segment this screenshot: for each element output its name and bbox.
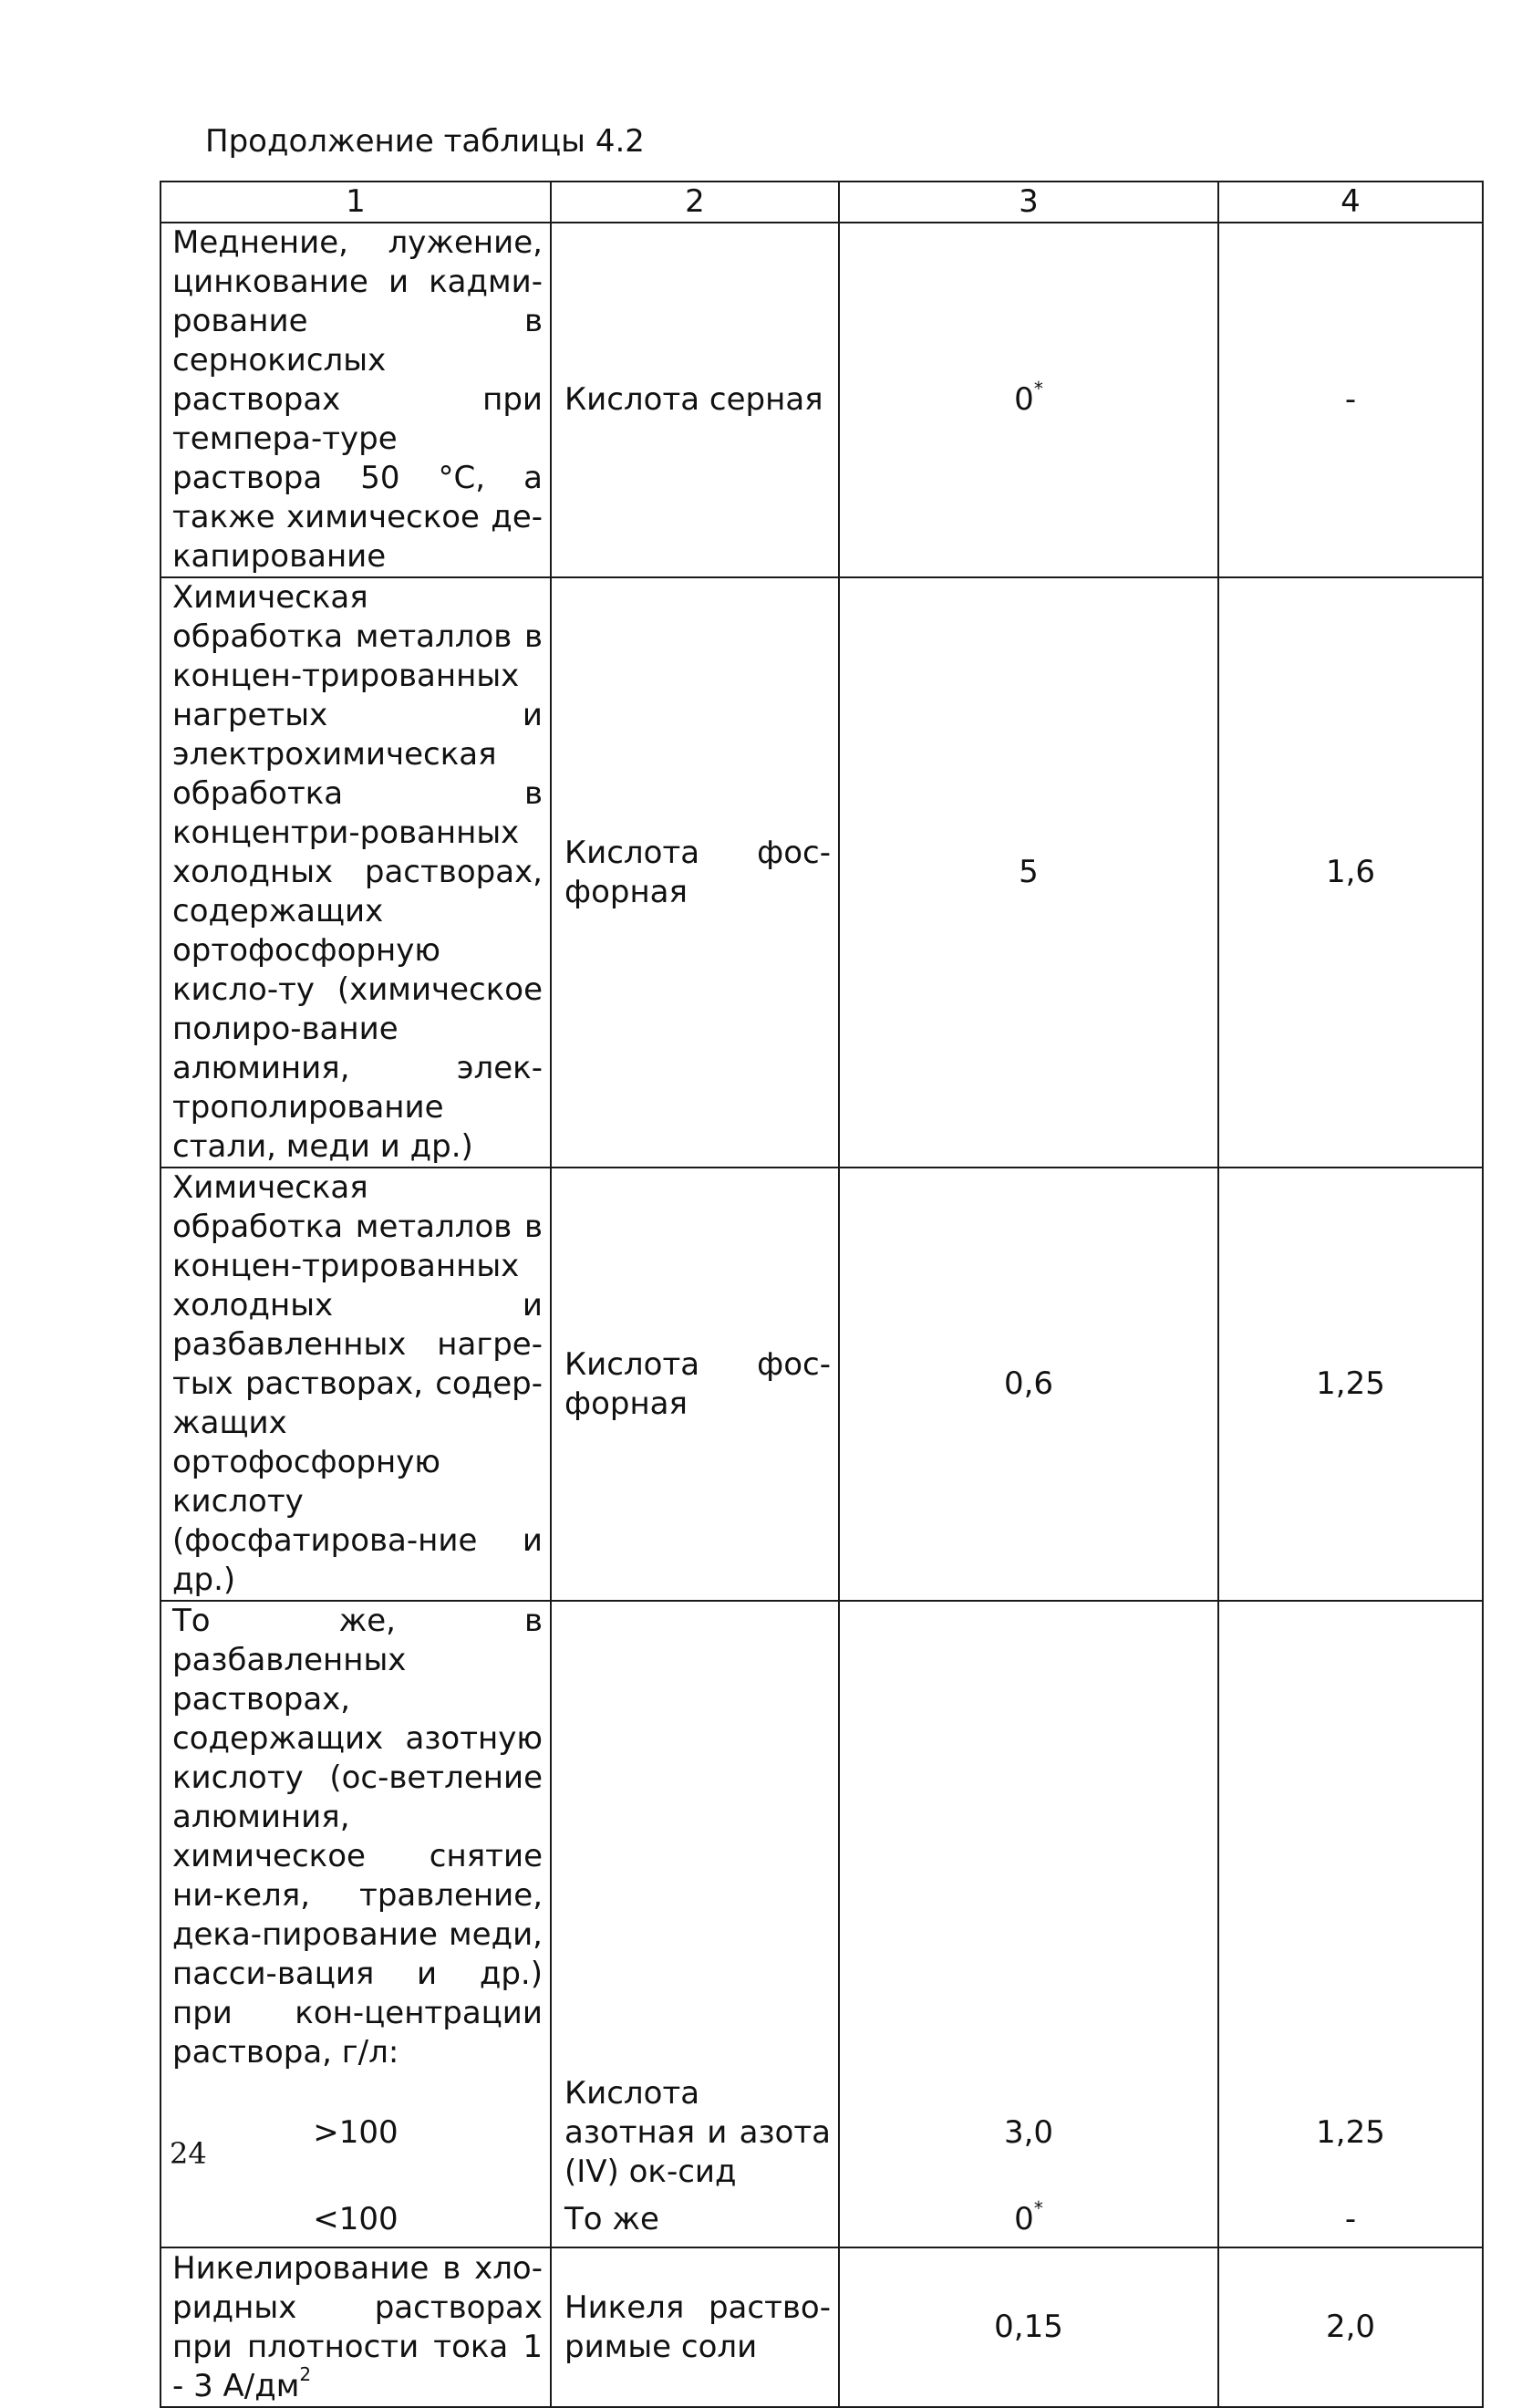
table-caption: Продолжение таблицы 4.2 [205, 123, 645, 160]
page-number: 24 [170, 2136, 207, 2171]
header-cell-3: 3 [839, 182, 1218, 223]
process-cell: Химическая обработка металлов в концен-трированных нагретых и электрохимическая обработка в концентри-рованных холодных растворах, содержащих ортофосфорную кисло-ту (химическое полиро-вание алюминия, элек-трополирование стали, меди и др.) [160, 577, 551, 1168]
table-row [160, 1168, 1483, 1601]
table-row [160, 577, 1483, 1168]
table-row [160, 1601, 1483, 2072]
process-cell [160, 1601, 551, 2072]
substance-cell: Кислота фос-форная [551, 577, 839, 1168]
process-cell: Химическая обработка металлов в концен-трированных холодных и разбавленных нагре-тых растворах, содер-жащих ортофосфорную кислоту (фосфатирова-ние и др.) [160, 1168, 551, 1601]
substance-cell: Никеля раство-римые соли [551, 2247, 839, 2407]
data-table [160, 181, 1484, 2408]
value-cell-3 [839, 1601, 1218, 2072]
process-text: Меднение, лужение, цинкование и кадми-рование в сернокислых растворах при темпера-туре раствора 50 °С, а также химическое де-капирование [172, 224, 543, 575]
header-cell-2: 2 [551, 182, 839, 223]
footnote-mark: * [1033, 377, 1043, 400]
value-cell-4: - [1218, 2193, 1483, 2247]
table-subrow [160, 2072, 1483, 2193]
concentration-label: <100 [160, 2193, 551, 2247]
value-cell-3: 0,6 [839, 1168, 1218, 1601]
value-cell-3: 0,15 [839, 2247, 1218, 2407]
value-text: 0 [1014, 2201, 1034, 2237]
value-cell-4: 2,0 [1218, 2247, 1483, 2407]
value-cell-3 [839, 223, 1218, 577]
value-cell-3: 3,0 [839, 2072, 1218, 2193]
process-cell [160, 2247, 551, 2407]
footnote-mark: * [1033, 2196, 1043, 2219]
process-text: Никелирование в хло-ридных растворах при плотности тока 1 - 3 А/дм [172, 2249, 543, 2404]
substance-cell: То же [551, 2193, 839, 2247]
substance-cell [551, 1601, 839, 2072]
value-cell-4: 1,6 [1218, 577, 1483, 1168]
table-header-row [160, 182, 1483, 223]
value-cell-4 [1218, 1601, 1483, 2072]
table-row [160, 2247, 1483, 2407]
value-text: 0 [1014, 381, 1034, 418]
value-cell-3: 5 [839, 577, 1218, 1168]
header-cell-4: 4 [1218, 182, 1483, 223]
concentration-label: >100 [160, 2072, 551, 2193]
substance-cell: Кислота фос-форная [551, 1168, 839, 1601]
process-cell [160, 223, 551, 577]
process-text: То же, в разбавленных растворах, содержащих азотную кислоту (ос-ветление алюминия, химическое снятие ни-келя, травление, дека-пирование меди, пасси-вация и др.) при кон-центрации раствора, г/л: [172, 1603, 543, 2071]
table-row [160, 223, 1483, 577]
value-cell-3 [839, 2193, 1218, 2247]
substance-cell: Кислота азотная и азота (IV) ок-сид [551, 2072, 839, 2193]
value-cell-4: 1,25 [1218, 2072, 1483, 2193]
table-subrow [160, 2193, 1483, 2247]
header-cell-1: 1 [160, 182, 551, 223]
value-cell-4: - [1218, 223, 1483, 577]
substance-cell: Кислота серная [551, 223, 839, 577]
value-cell-4: 1,25 [1218, 1168, 1483, 1601]
superscript: 2 [299, 2363, 312, 2386]
